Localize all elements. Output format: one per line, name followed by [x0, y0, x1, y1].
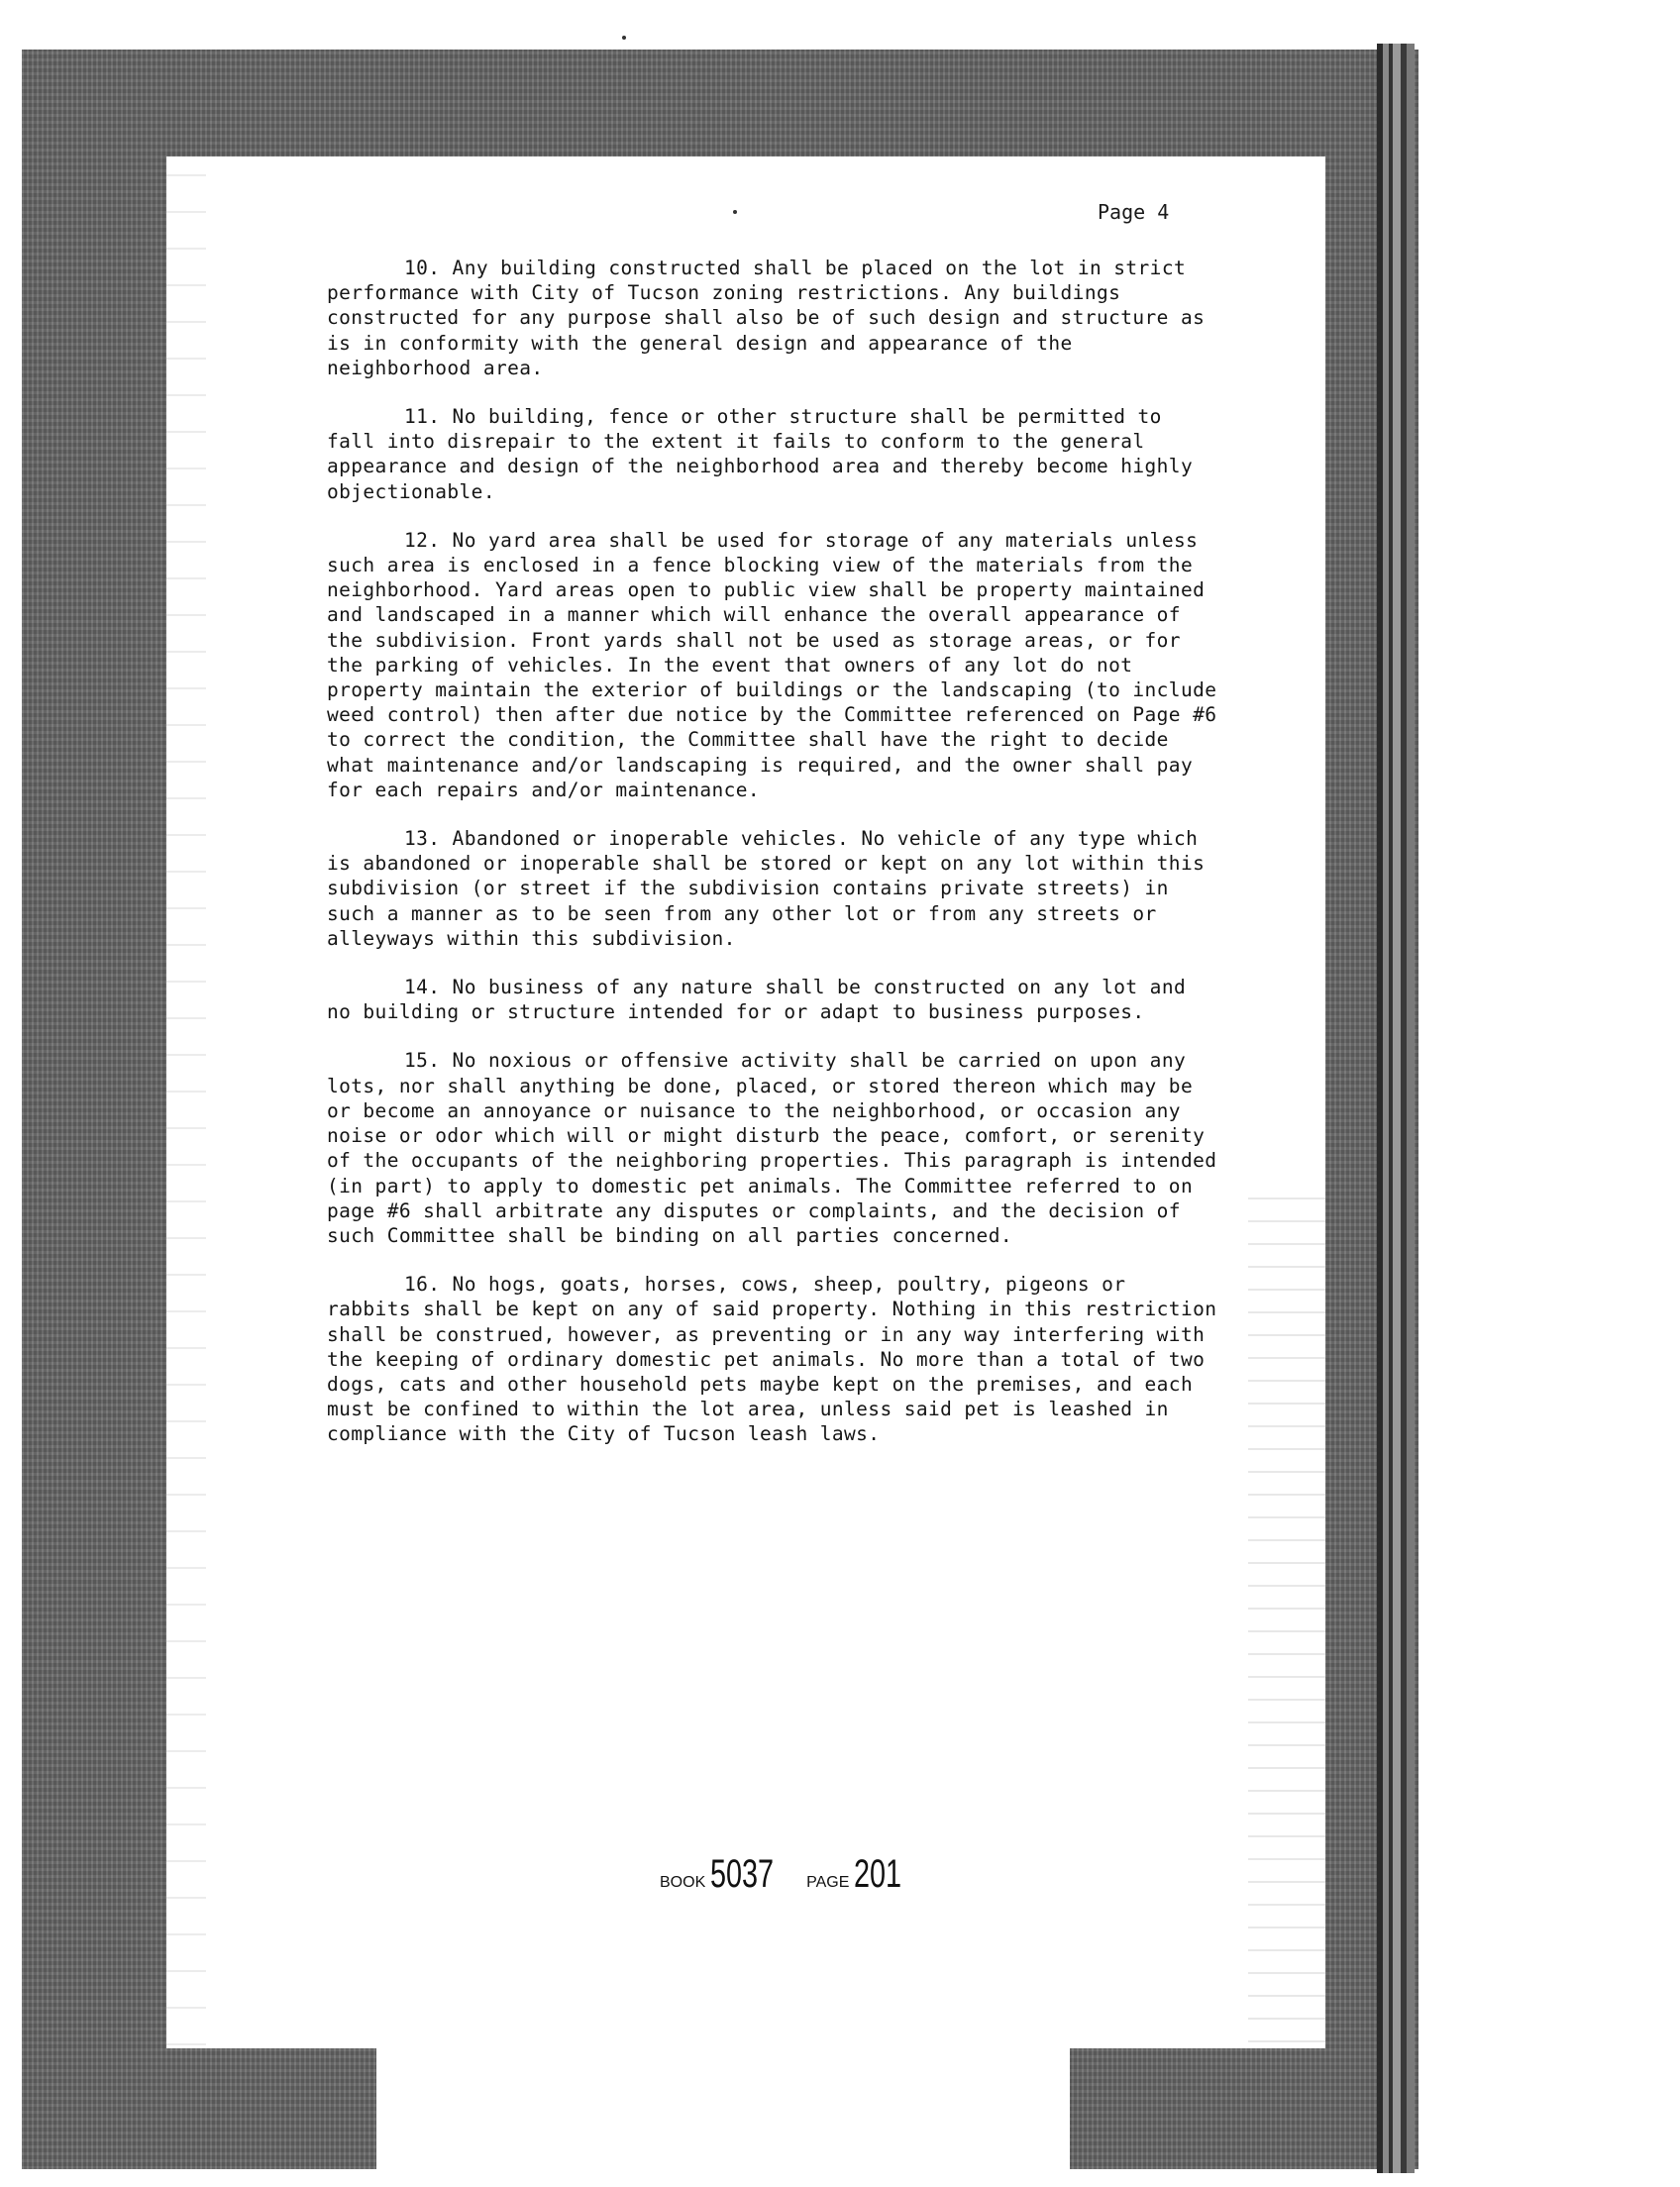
page-word: PAGE: [806, 1874, 850, 1891]
book-number: 5037: [709, 1852, 774, 1896]
page-stamp-number: 201: [853, 1852, 901, 1896]
book-page-stamp: [660, 1852, 906, 1897]
paragraph-14: 14. No business of any nature shall be constructed on any lot and no building or structure intended for or adapt to business purposes.: [327, 976, 1187, 1024]
page-number: Page 4: [1098, 200, 1170, 224]
scan-noise-right: [1248, 1189, 1325, 2048]
paragraph-13: 13. Abandoned or inoperable vehicles. No vehicle of any type which is abandoned or inoperable shall be stored or kept on any lot within this subdivision (or street if the subdivision contains private streets) in such a manner as to be seen from any other lot or from any streets or alleyways within this subdivision.: [327, 827, 1206, 950]
book-word: BOOK: [660, 1874, 706, 1891]
scan-speck: [622, 36, 626, 40]
paragraph-11: 11. No building, fence or other structure shall be permitted to fall into disrepair to the extent it fails to conform to the general appearance and design of the neighborhood area and thereby become highly objectionable.: [327, 405, 1194, 503]
scan-noise-left: [166, 156, 206, 2048]
paragraph-15: 15. No noxious or offensive activity shall be carried on upon any lots, nor shall anything be done, placed, or stored thereon which may be or become an annoyance or nuisance to the neighborhood, or occasion any noise or odor which will or might disturb the peace, comfort, or serenity of the occupants of the neighboring properties. This paragraph is intended (in part) to apply to domestic pet animals. The Committee referred to on page #6 shall arbitrate any disputes or complaints, and the decision of such Committee shall be binding on all parties concerned.: [327, 1049, 1217, 1247]
binding-edge: [1377, 44, 1415, 2173]
paragraph-10: 10. Any building constructed shall be placed on the lot in strict performance with City of Tucson zoning restrictions. Any buildings constructed for any purpose shall also be of such design and structure as is in conformity with the general design and appearance of the neighborhood area.: [327, 257, 1206, 379]
scan-speck: [733, 210, 737, 214]
paragraph-16: 16. No hogs, goats, horses, cows, sheep, poultry, pigeons or rabbits shall be kept on any of said property. Nothing in this restriction shall be construed, however, as preventing or in any way interfering with the keeping of ordinary domestic pet animals. No more than a total of two dogs, cats and other household pets maybe kept on the premises, and each must be confined to within the lot area, unless said pet is leashed in compliance with the City of Tucson leash laws.: [327, 1273, 1217, 1446]
paragraph-12: 12. No yard area shall be used for storage of any materials unless such area is enclosed in a fence blocking view of the materials from the neighborhood. Yard areas open to public view shall be property maintained and landscaped in a manner which will enhance the overall appearance of the subdivision. Front yards shall not be used as storage areas, or for the parking of vehicles. In the event that owners of any lot do not property maintain the exterior of buildings or the landscaping (to include weed control) then after due notice by the Committee referenced on Page #6 to correct the condition, the Committee shall have the right to decide what maintenance and/or landscaping is required, and the owner shall pay for each repairs and/or maintenance.: [327, 528, 1217, 801]
document-body: [327, 256, 1218, 1471]
paper-bottom-strip: [376, 2048, 1070, 2177]
